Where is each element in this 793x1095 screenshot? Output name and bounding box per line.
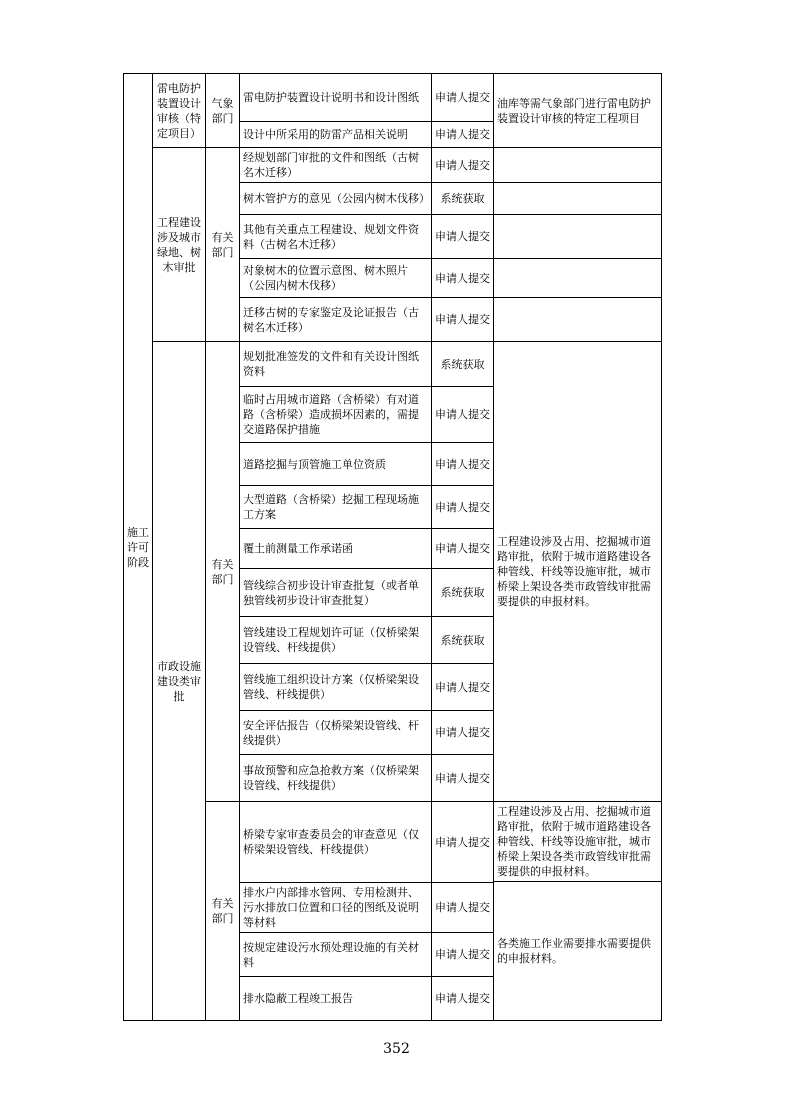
material-cell: 桥梁专家审查委员会的审查意见（仅桥梁架设管线、杆线提供） — [240, 802, 432, 883]
source-cell: 申请人提交 — [432, 802, 494, 883]
stage-cell: 施工许可阶段 — [124, 74, 153, 1021]
source-cell: 申请人提交 — [432, 755, 494, 802]
source-cell: 申请人提交 — [432, 387, 494, 443]
materials-table — [123, 73, 662, 1021]
material-cell: 对象树木的位置示意图、树木照片（公园内树木伐移） — [240, 259, 432, 298]
table-row — [124, 148, 662, 183]
note-empty — [494, 148, 662, 183]
dept-greening: 有关部门 — [206, 148, 240, 342]
note-empty — [494, 183, 662, 215]
dept-municipal-a: 有关部门 — [206, 342, 240, 802]
category-greening: 工程建设涉及城市绿地、树木审批 — [153, 148, 206, 342]
material-cell: 排水户内部排水管网、专用检测井、污水排放口位置和口径的图纸及说明等材料 — [240, 883, 432, 933]
dept-municipal-b: 有关部门 — [206, 802, 240, 1021]
material-cell: 规划批准签发的文件和有关设计图纸资料 — [240, 342, 432, 387]
source-cell: 申请人提交 — [432, 148, 494, 183]
source-cell: 申请人提交 — [432, 977, 494, 1021]
material-cell: 管线建设工程规划许可证（仅桥梁架设管线、杆线提供） — [240, 617, 432, 664]
material-cell: 迁移古树的专家鉴定及论证报告（古树名木迁移） — [240, 298, 432, 342]
material-cell: 道路挖掘与顶管施工单位资质 — [240, 443, 432, 486]
source-cell: 系统获取 — [432, 342, 494, 387]
source-cell: 申请人提交 — [432, 664, 494, 711]
source-cell: 申请人提交 — [432, 215, 494, 259]
note-empty — [494, 215, 662, 259]
material-cell: 管线综合初步设计审查批复（或者单独管线初步设计审查批复） — [240, 569, 432, 617]
source-cell: 系统获取 — [432, 183, 494, 215]
source-cell: 申请人提交 — [432, 122, 494, 148]
source-cell: 申请人提交 — [432, 298, 494, 342]
source-cell: 申请人提交 — [432, 529, 494, 569]
category-lightning: 雷电防护装置设计审核（特定项目） — [153, 74, 206, 148]
material-cell: 其他有关重点工程建设、规划文件资料（古树名木迁移） — [240, 215, 432, 259]
material-cell: 设计中所采用的防雷产品相关说明 — [240, 122, 432, 148]
source-cell: 申请人提交 — [432, 711, 494, 755]
material-cell: 大型道路（含桥梁）挖掘工程现场施工方案 — [240, 486, 432, 529]
note-municipal-a: 工程建设涉及占用、挖掘城市道路审批，依附于城市道路建设各种管线、杆线等设施审批，城市桥梁上架设各类市政管线审批需要提供的申报材料。 — [494, 342, 662, 802]
source-cell: 申请人提交 — [432, 443, 494, 486]
note-municipal-b2: 各类施工作业需要排水需要提供的申报材料。 — [494, 882, 662, 1021]
source-cell: 系统获取 — [432, 569, 494, 617]
source-cell: 申请人提交 — [432, 486, 494, 529]
note-municipal-b1: 工程建设涉及占用、挖掘城市道路审批，依附于城市道路建设各种管线、杆线等设施审批，城市桥梁上架设各类市政管线审批需要提供的申报材料。 — [494, 802, 662, 882]
material-cell: 按规定建设污水预处理设施的有关材料 — [240, 933, 432, 977]
material-cell: 管线施工组织设计方案（仅桥梁架设管线、杆线提供） — [240, 664, 432, 711]
note-empty — [494, 298, 662, 342]
material-cell: 经规划部门审批的文件和图纸（古树名木迁移） — [240, 148, 432, 183]
dept-lightning: 气象部门 — [206, 74, 240, 148]
table-row — [124, 74, 662, 122]
category-municipal: 市政设施建设类审批 — [153, 342, 206, 1021]
source-cell: 申请人提交 — [432, 883, 494, 933]
material-cell: 排水隐蔽工程竣工报告 — [240, 977, 432, 1021]
table-row — [124, 342, 662, 387]
source-cell: 申请人提交 — [432, 933, 494, 977]
material-cell: 事故预警和应急抢救方案（仅桥梁架设管线、杆线提供） — [240, 755, 432, 802]
page-number: 352 — [383, 1041, 410, 1057]
note-empty — [494, 259, 662, 298]
source-cell: 申请人提交 — [432, 259, 494, 298]
material-cell: 树木管护方的意见（公园内树木伐移） — [240, 183, 432, 215]
material-cell: 临时占用城市道路（含桥梁）有对道路（含桥梁）造成损坏因素的，需提交道路保护措施 — [240, 387, 432, 443]
note-lightning: 油库等需气象部门进行雷电防护装置设计审核的特定工程项目 — [494, 74, 662, 148]
source-cell: 申请人提交 — [432, 74, 494, 122]
material-cell: 安全评估报告（仅桥梁架设管线、杆线提供） — [240, 711, 432, 755]
source-cell: 系统获取 — [432, 617, 494, 664]
material-cell: 覆土前测量工作承诺函 — [240, 529, 432, 569]
material-cell: 雷电防护装置设计说明书和设计图纸 — [240, 74, 432, 122]
